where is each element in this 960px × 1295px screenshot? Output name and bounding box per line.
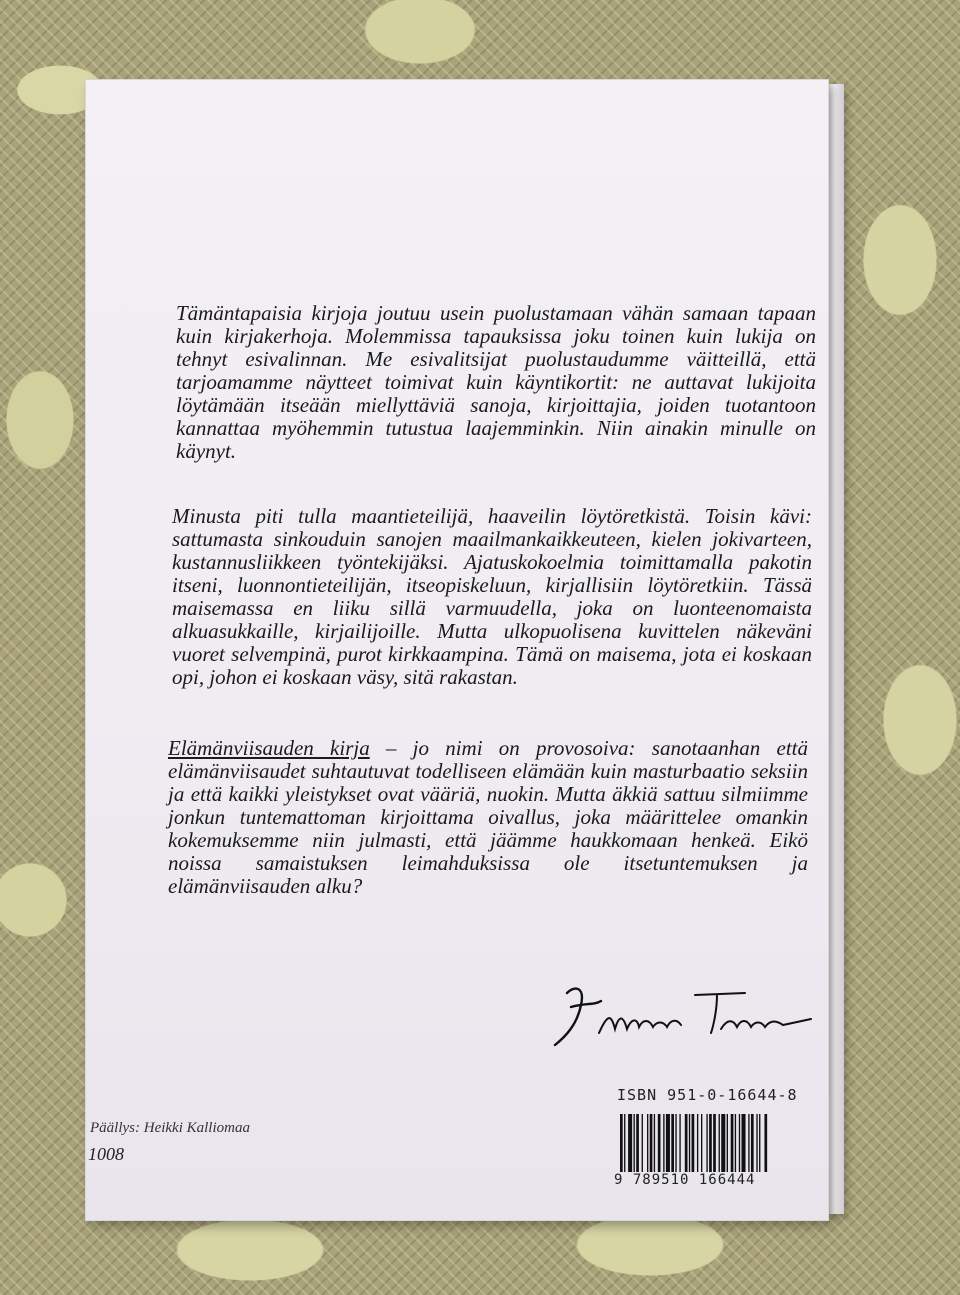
signature [545, 975, 820, 1055]
barcode [618, 1114, 823, 1172]
barcode-number: 9 789510 166444 [614, 1172, 756, 1188]
catalog-number: 1008 [88, 1144, 124, 1164]
isbn: ISBN 951-0-16644-8 [617, 1086, 798, 1104]
book-spine [828, 84, 844, 1214]
book-title-reference: Elämänviisauden kirja [168, 736, 370, 760]
blurb-paragraph-3-text: – jo nimi on provosoiva: sanotaanhan että elämänviisaudet suhtautuvat todelliseen elämään kuin masturbaatio seksiin ja että kaikki yleistykset ovat vääriä, nuokin. Mutta äkkiä sattuu silmiimme jonkun tuntemattoman kirjoittama oivallus, joka määrittelee omankin kokemuksemme niin julmasti, että jäämme haukkomaan henkeä. Eikö noissa samaistuksen leimahduksissa ole itsetuntemuksen ja elämänviisauden alku? [168, 736, 808, 898]
blurb-paragraph-1: Tämäntapaisia kirjoja joutuu usein puolustamaan vähän samaan tapaan kuin kirjakerhoja. Molemmissa tapauksissa joku toinen kuin lukija on tehnyt esivalinnan. Me esivalitsijat puolustaudumme väitteillä, että tarjoamamme näytteet toimivat kuin käyntikortit: ne auttavat lukijoita löytämään itseään miellyttäviä sanoja, kirjoittajia, joiden tuotantoon kannattaa myöhemmin tutustua laajemminkin. Niin ainakin minulle on käynyt. [176, 301, 816, 463]
blurb-paragraph-2: Minusta piti tulla maantieteilijä, haaveilin löytöretkistä. Toisin kävi: sattumasta sinkouduin sanojen maailmankaikkeuteen, kielen jokivarteen, kustannusliikkeen työntekijäksi. Ajatuskokoelmia toimittamalla pakotin itseni, luonnontieteilijän, itseopiskeluun, kirjallisiin löytöretkiin. Tässä maisemassa en liiku sillä varmuudella, joka on luonteenomaista alkuasukkaille, kirjailijoille. Mutta ulkopuolisena kuvittelen näkeväni vuoret selvempinä, purot kirkkaampina. Tämä on maisema, jota ei koskaan opi, johon ei koskaan väsy, sitä rakastan. [172, 504, 812, 689]
blurb-paragraph-3 [168, 737, 808, 898]
cover-credit: Päällys: Heikki Kalliomaa [90, 1120, 250, 1136]
